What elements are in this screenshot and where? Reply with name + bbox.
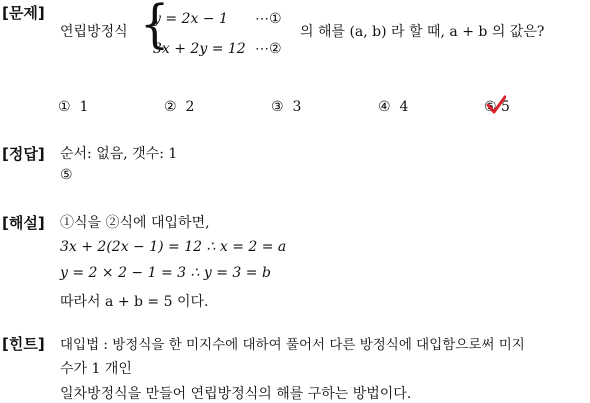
explanation-line-2: 3x + 2(2x − 1) = 12 ∴ x = 2 = a (60, 239, 287, 255)
choice-value: 2 (185, 99, 195, 115)
choice-1[interactable] (58, 99, 88, 115)
choice-value: 3 (292, 99, 302, 115)
question-prefix: 연립방정식 (60, 24, 128, 40)
answer-line-1: 순서: 없음, 갯수: 1 (60, 146, 178, 162)
answer-line-2: ⑤ (60, 167, 73, 183)
choice-value: 1 (79, 99, 89, 115)
choice-mark: ④ (378, 99, 391, 115)
explanation-line-4: 따라서 a + b = 5 이다. (60, 294, 209, 310)
choice-mark: ② (164, 99, 177, 115)
explanation-tag: [해설] (2, 214, 45, 232)
hint-tag: [힌트] (2, 335, 45, 353)
hint-line-1: 대입법 : 방정식을 한 미지수에 대하여 풀어서 다른 방정식에 대입함으로써 미지 (60, 337, 525, 353)
equation-2: 3x + 2y = 12 (153, 41, 246, 57)
explanation-line-1: ①식을 ②식에 대입하면, (60, 215, 210, 231)
hint-line-3: 일차방정식을 만들어 연립방정식의 해를 구하는 방법이다. (60, 386, 412, 402)
check-mark-icon (486, 95, 506, 119)
system-brace: { (140, 0, 170, 54)
choice-mark: ⑤ (484, 99, 497, 115)
choice-3[interactable] (271, 99, 301, 115)
choice-value: 4 (399, 99, 409, 115)
equation-1-mark: ⋯① (255, 11, 282, 27)
equation-2-mark: ⋯② (255, 41, 282, 57)
equation-1: y = 2x − 1 (153, 11, 228, 27)
choice-4[interactable] (378, 99, 408, 115)
answer-tag: [정답] (2, 145, 45, 163)
question-tag: [문제] (2, 4, 45, 22)
hint-line-2: 수가 1 개인 (60, 361, 132, 377)
choice-2[interactable] (164, 99, 194, 115)
question-suffix: 의 해를 (a, b) 라 할 때, a + b 의 값은? (300, 24, 545, 40)
choice-value: 5 (501, 99, 510, 115)
explanation-line-3: y = 2 × 2 − 1 = 3 ∴ y = 3 = b (60, 265, 271, 281)
choice-mark: ① (58, 99, 71, 115)
choice-mark: ③ (271, 99, 284, 115)
